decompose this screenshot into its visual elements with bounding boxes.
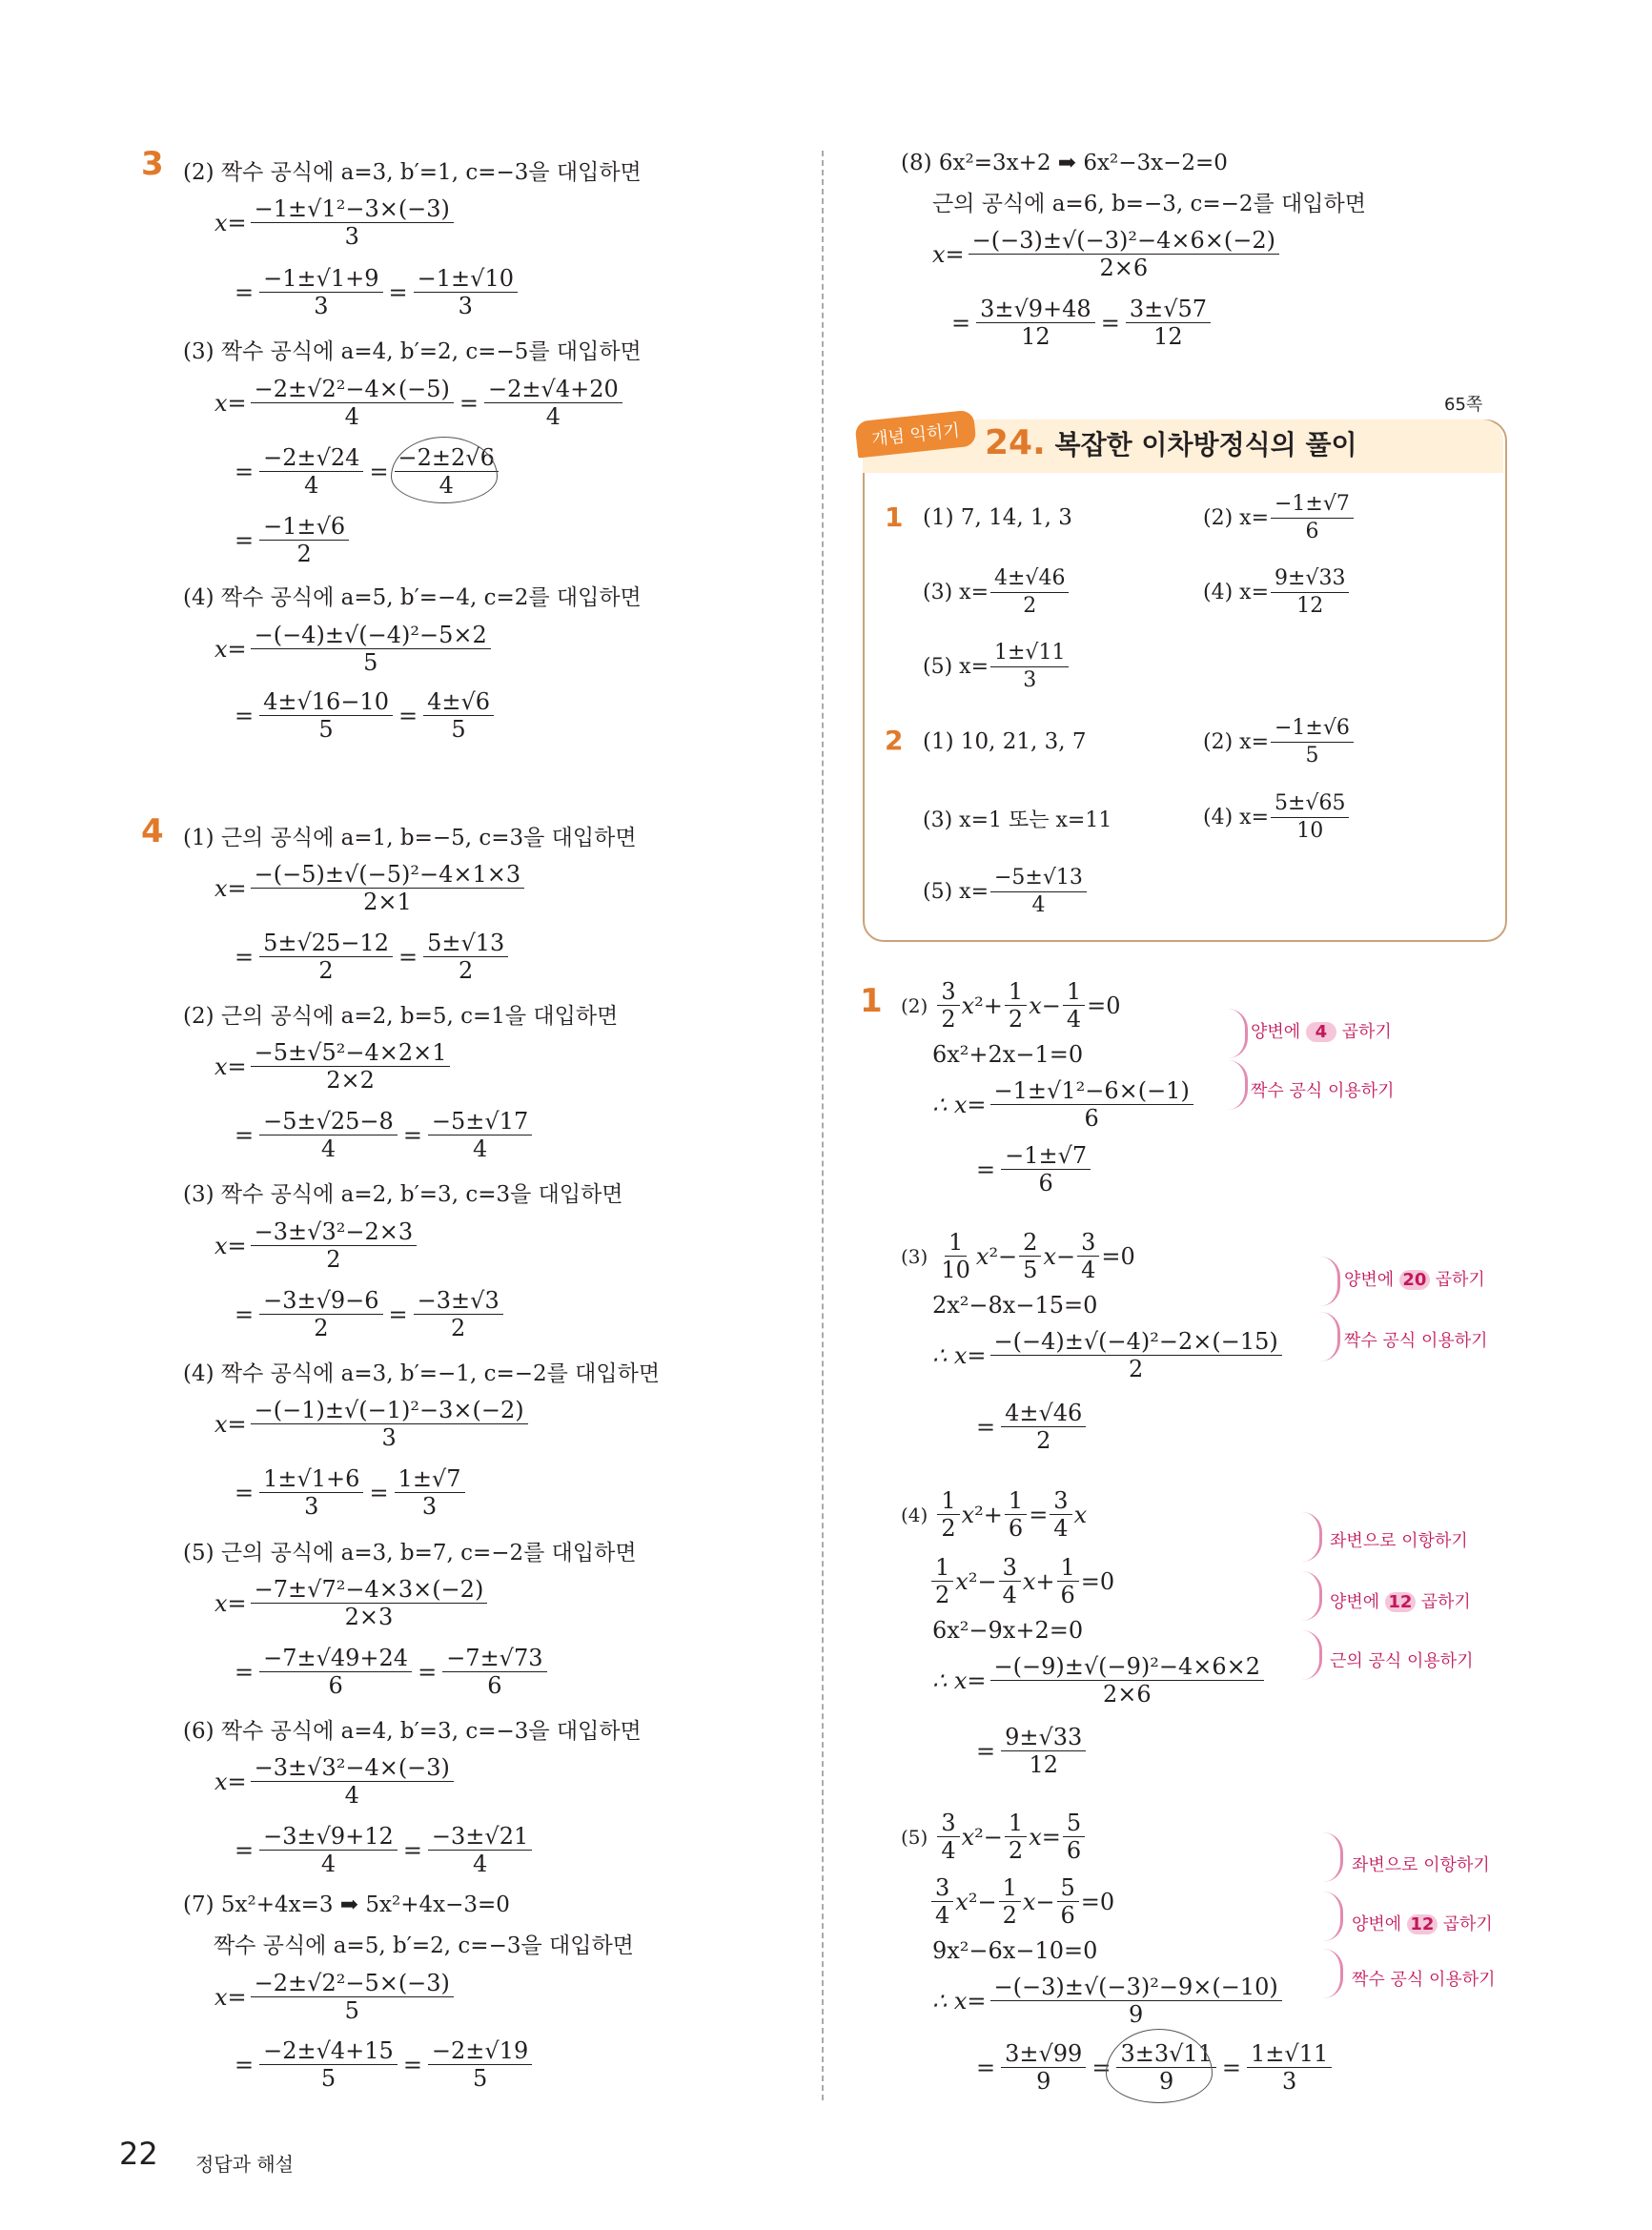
note-text: 양변에	[1344, 1270, 1395, 1290]
answer-2-item-4	[1203, 790, 1351, 845]
numerator: 1	[945, 1229, 967, 1257]
denominator: 4	[545, 403, 561, 430]
denominator: 4	[1031, 893, 1046, 917]
q4-part2-step1: x= $\frac{\text{−5±√5²−4×2×1}}{2\times 2}$	[214, 1039, 452, 1094]
note-text: 곱하기	[1341, 1022, 1392, 1042]
denominator: 10	[1296, 819, 1324, 843]
numerator: −2±2√6	[395, 444, 499, 472]
numerator: 3	[1050, 1487, 1071, 1515]
denominator: 2	[318, 957, 334, 984]
section-title-text: 복잡한 이차방정식의 풀이	[1054, 429, 1357, 460]
denominator: 5	[363, 649, 378, 676]
q3-part2-step1: x= $\frac{\text{−1±√1²−3×(−3)}}{3}$	[214, 195, 456, 250]
sol1-part5-note3: 짝수 공식 이용하기	[1352, 1970, 1496, 1990]
denominator: 12	[1029, 1751, 1058, 1778]
denominator: 6	[1008, 1515, 1024, 1542]
note-text: 양변에	[1330, 1592, 1380, 1612]
numerator: −2±√2²−5×(−3)	[251, 1970, 454, 1997]
q4-part7-label2: 짝수 공식에 a=5, b′=2, c=−3을 대입하면	[214, 1933, 634, 1958]
note-text: 곱하기	[1435, 1270, 1485, 1290]
numerator: −3±√9+12	[259, 1823, 398, 1851]
item-label: (4) x=	[1203, 581, 1269, 604]
sol1-part4-step2: = $\frac{9\pm√33}{12}$	[972, 1724, 1088, 1778]
denominator: 6	[1060, 1582, 1075, 1608]
answer-2-item-2	[1203, 715, 1356, 769]
denominator: 4	[1053, 1515, 1069, 1542]
item-label: (2) x=	[1203, 730, 1269, 754]
denominator: 5	[318, 716, 334, 743]
numerator: 5	[1057, 1874, 1079, 1902]
numerator: 5±√13	[423, 930, 508, 957]
denominator: 4	[1002, 1582, 1017, 1608]
q4-part3-label: (3) 짝수 공식에 a=2, b′=3, c=3을 대입하면	[183, 1182, 623, 1207]
denominator: 2×1	[363, 889, 412, 915]
denominator: 2	[314, 1315, 329, 1341]
denominator: 9	[1159, 2068, 1174, 2095]
q4-part8-label: (8) 6x²=3x+2 ➡ 6x²−3x−2=0	[901, 151, 1228, 175]
sol1-part3-note1	[1344, 1266, 1485, 1291]
denominator: 3	[381, 1424, 397, 1451]
sol1-part2-line2: 6x²+2x−1=0	[932, 1041, 1084, 1068]
step-arrow	[1302, 1630, 1322, 1680]
numerator: −(−4)±√(−4)²−2×(−15)	[990, 1328, 1282, 1356]
q4-part7-step2: = $\frac{-2\pm√4+15}{5}$ = $\frac{-2\pm√19}{5}$	[231, 2037, 534, 2092]
answer-2-item-1: (1) 10, 21, 3, 7	[923, 729, 1087, 754]
numerator: −1±√6	[259, 513, 349, 541]
sol1-part3-equation: (3) $\frac{1}{10}$ x ²− $\frac{2}{5}$ x − $\frac{3}{4}$ =0	[901, 1229, 1135, 1283]
q4-part8-step2: = $\frac{3\pm√9+48}{12}$ = $\frac{3\pm√57}{12}$	[948, 296, 1213, 350]
numerator: −5±√17	[428, 1108, 532, 1135]
numerator: −1±√1²−3×(−3)	[251, 195, 454, 223]
sol1-part2-note2: 짝수 공식 이용하기	[1251, 1081, 1395, 1101]
part-label: (2)	[901, 993, 928, 1017]
numerator: 1	[1005, 978, 1027, 1006]
numerator: −1±√1²−6×(−1)	[990, 1077, 1193, 1105]
note-highlight: 12	[1407, 1914, 1438, 1934]
denominator: 2×2	[326, 1067, 375, 1094]
numerator: −5±√13	[990, 865, 1087, 892]
question-4-number: 4	[141, 812, 164, 850]
q4-part1-step2: = $\frac{5\pm√25-12}{2}$ = $\frac{5\pm√13}{2}$	[231, 930, 510, 984]
denominator: 9	[1036, 2068, 1051, 2095]
answer-2-item-5	[923, 865, 1089, 919]
numerator: 3	[937, 1810, 959, 1837]
denominator: 6	[328, 1672, 343, 1699]
step-arrow	[1320, 1257, 1340, 1306]
answer-2-item-3: (3) x=1 또는 x=11	[923, 808, 1112, 832]
denominator: 10	[941, 1257, 970, 1283]
q3-part3-label: (3) 짝수 공식에 a=4, b′=2, c=−5를 대입하면	[183, 339, 642, 364]
denominator: 4	[1081, 1257, 1096, 1283]
denominator: 5	[344, 1997, 359, 2024]
numerator: 4±√16−10	[259, 688, 393, 716]
concept-badge: 개념 익히기	[854, 410, 976, 459]
numerator: −5±√5²−4×2×1	[251, 1039, 451, 1067]
denominator: 4	[472, 1851, 488, 1877]
sol1-part3-note2: 짝수 공식 이용하기	[1344, 1331, 1488, 1351]
sol1-part4-note3: 근의 공식 이용하기	[1330, 1651, 1474, 1671]
numerator: 4±√46	[990, 565, 1069, 593]
q4-part7-step1: x= $\frac{\text{−2±√2²−5×(−3)}}{5}$	[214, 1970, 456, 2024]
denominator: 2	[1008, 1006, 1024, 1033]
step-arrow	[1228, 1060, 1248, 1110]
q3-part2-step2: = $\frac{-1\pm√1+9}{3}$ = $\frac{-1\pm√10}{3}$	[231, 265, 520, 319]
numerator: 1±√11	[990, 640, 1069, 667]
note-text: 양변에	[1352, 1914, 1402, 1934]
denominator: 3	[314, 293, 329, 319]
numerator: −2±√24	[259, 444, 363, 472]
denominator: 3	[1023, 668, 1037, 692]
denominator: 2	[1023, 594, 1037, 618]
numerator: 5	[1063, 1810, 1085, 1837]
item-label: (2) x=	[1203, 506, 1269, 530]
answer-1-item-2	[1203, 491, 1356, 545]
q3-part3-step3: = $\frac{-1\pm√6}{2}$	[231, 513, 351, 567]
denominator: 2	[326, 1246, 341, 1273]
denominator: 5	[1305, 744, 1319, 767]
sol1-part3-step2: = $\frac{4\pm√46}{2}$	[972, 1400, 1088, 1454]
denominator: 2	[1008, 1837, 1024, 1864]
numerator: −3±√9−6	[259, 1287, 382, 1315]
answer-1-item-5	[923, 640, 1071, 694]
note-text: 양변에	[1251, 1022, 1301, 1042]
numerator: 3±3√11	[1116, 2040, 1215, 2068]
denominator: 4	[941, 1837, 956, 1864]
page-reference: 65쪽	[1444, 395, 1483, 415]
sol1-part2-note1	[1251, 1018, 1392, 1043]
q3-part3-step1: x= $\frac{\text{−2±√2²−4×(−5)}}{4}$ = $\frac{-2\pm√4+20}{4}$	[214, 376, 624, 430]
denominator: 12	[1153, 323, 1183, 350]
q3-part2-label: (2) 짝수 공식에 a=3, b′=1, c=−3을 대입하면	[183, 160, 642, 185]
denominator: 6	[1066, 1837, 1082, 1864]
denominator: 5	[451, 716, 466, 743]
step-arrow	[1323, 1949, 1343, 1998]
numerator: 5±√65	[1271, 790, 1349, 818]
part-label: (4)	[901, 1503, 928, 1526]
step-arrow	[1323, 1832, 1343, 1882]
numerator: 3	[999, 1554, 1021, 1582]
item-label: (3) x=	[923, 581, 989, 604]
q4-part5-step1: x= $\frac{\text{−7±√7²−4×3×(−2)}}{2\times 3}$	[214, 1576, 489, 1630]
numerator: 1±√1+6	[259, 1465, 363, 1493]
solution-1-number: 1	[860, 982, 883, 1020]
denominator: 2×3	[344, 1604, 394, 1630]
page-number: 22	[119, 2136, 158, 2172]
denominator: 4	[320, 1851, 337, 1877]
q4-part8-step1: x= $\frac{\text{−(−3)±√(−3)²−4×6×(−2)}}{2\times 6}$	[932, 227, 1281, 281]
denominator: 4	[935, 1902, 950, 1929]
denominator: 4	[344, 1782, 359, 1809]
numerator: 3	[1077, 1229, 1099, 1257]
q3-part4-step1: x= $\frac{\text{−(−4)±√(−4)²−5×2}}{5}$	[214, 622, 493, 676]
numerator: −1±√1+9	[259, 265, 382, 293]
q4-part3-step1: x= $\frac{\text{−3±√3²−2×3}}{2}$	[214, 1218, 418, 1273]
sol1-part5-note1: 좌변으로 이항하기	[1352, 1855, 1490, 1875]
sol1-part4-note2	[1330, 1588, 1471, 1613]
note-text: 곱하기	[1442, 1914, 1493, 1934]
numerator: 4±√46	[1001, 1400, 1086, 1427]
q4-part8-label2: 근의 공식에 a=6, b=−3, c=−2를 대입하면	[932, 192, 1366, 216]
q4-part1-step1: x= $\frac{\text{−(−5)±√(−5)²−4×1×3}}{2\times 1}$	[214, 861, 526, 915]
denominator: 12	[1021, 323, 1050, 350]
q3-part4-step2: = $\frac{4\pm√16-10}{5}$ = $\frac{4\pm√6}{5}$	[231, 688, 496, 743]
denominator: 6	[487, 1672, 502, 1699]
numerator: 2	[1019, 1229, 1041, 1257]
numerator: −3±√3	[414, 1287, 503, 1315]
q4-part5-step2: = $\frac{-7\pm√49+24}{6}$ = $\frac{-7\pm√73}{6}$	[231, 1645, 549, 1699]
numerator: 1	[1005, 1487, 1027, 1515]
denominator: 4	[438, 472, 454, 499]
q4-part1-label: (1) 근의 공식에 a=1, b=−5, c=3을 대입하면	[183, 826, 637, 850]
item-label: (5) x=	[923, 655, 989, 679]
step-arrow	[1320, 1312, 1340, 1361]
sol1-part3-line2: 2x²−8x−15=0	[932, 1292, 1098, 1319]
denominator: 4	[472, 1135, 488, 1162]
numerator: −(−1)±√(−1)²−3×(−2)	[251, 1397, 528, 1424]
answer-1-number: 1	[885, 501, 904, 533]
numerator: 1	[931, 1554, 953, 1582]
q4-part6-step1: x= $\frac{\text{−3±√3²−4×(−3)}}{4}$	[214, 1754, 456, 1809]
numerator: 3±√57	[1126, 296, 1211, 323]
sol1-part4-step1: ∴ x= $\frac{\text{−(−9)±√(−9)²−4×6×2}}{2\times 6}$	[932, 1653, 1266, 1708]
numerator: 1	[1063, 978, 1085, 1006]
denominator: 2	[941, 1515, 956, 1542]
numerator: 1±√7	[395, 1465, 465, 1493]
numerator: −2±√4+15	[259, 2037, 398, 2065]
numerator: 3±√9+48	[976, 296, 1095, 323]
denominator: 2	[935, 1582, 950, 1608]
denominator: 2	[296, 541, 312, 567]
denominator: 6	[1038, 1170, 1053, 1197]
denominator: 5	[1023, 1257, 1038, 1283]
numerator: −7±√7²−4×3×(−2)	[251, 1576, 488, 1604]
page-label: 정답과 해설	[195, 2153, 294, 2176]
step-arrow	[1302, 1512, 1322, 1562]
q4-part4-label: (4) 짝수 공식에 a=3, b′=−1, c=−2를 대입하면	[183, 1361, 661, 1386]
denominator: 6	[1060, 1902, 1075, 1929]
q4-part2-step2: = $\frac{-5\pm√25-8}{4}$ = $\frac{-5\pm√17}{4}$	[231, 1108, 534, 1162]
q4-part7-label: (7) 5x²+4x=3 ➡ 5x²+4x−3=0	[183, 1892, 510, 1917]
q3-part4-label: (4) 짝수 공식에 a=5, b′=−4, c=2를 대입하면	[183, 585, 642, 610]
denominator: 3	[304, 1493, 319, 1520]
q4-part2-label: (2) 근의 공식에 a=2, b=5, c=1을 대입하면	[183, 1004, 619, 1029]
numerator: 1	[1057, 1554, 1079, 1582]
numerator: −2±√2²−4×(−5)	[251, 376, 454, 403]
sol1-part2-step2: = $\frac{-1\pm√7}{6}$	[972, 1142, 1092, 1197]
sol1-part4-note1: 좌변으로 이항하기	[1330, 1531, 1468, 1551]
sol1-part2-equation: (2) $\frac{3}{2}$ x ²+ $\frac{1}{2}$ x − $\frac{1}{4}$ =0	[901, 978, 1121, 1033]
answer-2-number: 2	[885, 725, 904, 756]
sol1-part5-line2: $\frac{3}{4}$ x ²− $\frac{1}{2}$ x − $\frac{5}{6}$ =0	[929, 1874, 1114, 1929]
step-arrow	[1323, 1892, 1343, 1941]
denominator: 12	[1296, 594, 1324, 618]
denominator: 2×6	[1102, 1681, 1152, 1708]
sol1-part5-note2	[1352, 1911, 1493, 1935]
denominator: 4	[344, 403, 359, 430]
q4-part6-step2: = $\frac{-3\pm√9+12}{4}$ = $\frac{-3\pm√21}{4}$	[231, 1823, 534, 1877]
q4-part4-step1: x= $\frac{\text{−(−1)±√(−1)²−3×(−2)}}{3}$	[214, 1397, 530, 1451]
numerator: −(−4)±√(−4)²−5×2	[251, 622, 491, 649]
denominator: 2	[459, 957, 474, 984]
denominator: 3	[1282, 2068, 1297, 2095]
denominator: 2	[941, 1006, 956, 1033]
denominator: 5	[320, 2065, 337, 2092]
answer-1-item-3	[923, 565, 1071, 620]
sol1-part4-line2: $\frac{1}{2}$ x ²− $\frac{3}{4}$ x + $\frac{1}{6}$ =0	[929, 1554, 1114, 1608]
q4-part5-label: (5) 근의 공식에 a=3, b=7, c=−2를 대입하면	[183, 1541, 637, 1565]
numerator: −(−9)±√(−9)²−4×6×2	[990, 1653, 1264, 1681]
numerator: −1±√6	[1271, 715, 1354, 743]
numerator: −3±√21	[428, 1823, 532, 1851]
denominator: 2	[451, 1315, 466, 1341]
denominator: 6	[1084, 1105, 1099, 1132]
numerator: 9±√33	[1001, 1724, 1086, 1751]
denominator: 4	[304, 472, 319, 499]
denominator: 3	[421, 1493, 438, 1520]
numerator: 9±√33	[1271, 565, 1349, 593]
sol1-part3-step1: ∴ x= $\frac{\text{−(−4)±√(−4)²−2×(−15)}}{2}$	[932, 1328, 1284, 1382]
q4-part6-label: (6) 짝수 공식에 a=4, b′=3, c=−3을 대입하면	[183, 1719, 642, 1744]
numerator: 5±√25−12	[259, 930, 393, 957]
note-text: 곱하기	[1420, 1592, 1471, 1612]
numerator: −(−3)±√(−3)²−9×(−10)	[990, 1974, 1282, 2001]
denominator: 2	[1129, 1356, 1144, 1382]
numerator: 4±√6	[423, 688, 494, 716]
item-label: (4) x=	[1203, 806, 1269, 829]
denominator: 5	[472, 2065, 488, 2092]
numerator: −2±√4+20	[484, 376, 622, 403]
numerator: 3±√99	[1001, 2040, 1086, 2068]
denominator: 9	[1129, 2001, 1144, 2028]
answer-1-item-4	[1203, 565, 1351, 620]
numerator: −7±√73	[442, 1645, 546, 1672]
note-highlight: 20	[1399, 1270, 1430, 1290]
step-arrow	[1228, 1009, 1248, 1058]
part-label: (5)	[901, 1825, 928, 1849]
sol1-part5-line3: 9x²−6x−10=0	[932, 1937, 1098, 1964]
numerator: −(−5)±√(−5)²−4×1×3	[251, 861, 524, 889]
numerator: −2±√19	[428, 2037, 532, 2065]
sol1-part5-step2: = $\frac{3\pm√99}{9}$ = $\frac{3\pm 3√11}{9}$ = $\frac{1\pm√11}{3}$	[972, 2040, 1334, 2095]
numerator: −3±√3²−2×3	[251, 1218, 417, 1246]
section-number: 24.	[985, 423, 1046, 462]
question-3-number: 3	[141, 145, 164, 183]
sol1-part4-equation: (4) $\frac{1}{2}$ x ²+ $\frac{1}{6}$ = $\frac{3}{4}$ x	[901, 1487, 1088, 1542]
numerator: −1±√7	[1271, 491, 1354, 519]
denominator: 2	[1036, 1427, 1051, 1454]
numerator: 1	[999, 1874, 1021, 1902]
numerator: 1	[937, 1487, 959, 1515]
sol1-part5-equation: (5) $\frac{3}{4}$ x ²− $\frac{1}{2}$ x = $\frac{5}{6}$	[901, 1810, 1087, 1864]
numerator: −7±√49+24	[259, 1645, 412, 1672]
numerator: 3	[937, 978, 959, 1006]
denominator: 3	[344, 223, 359, 250]
denominator: 4	[1066, 1006, 1082, 1033]
sol1-part4-line3: 6x²−9x+2=0	[932, 1617, 1084, 1644]
sol1-part2-step1: ∴ x= $\frac{\text{−1±√1²−6×(−1)}}{6}$	[932, 1077, 1195, 1132]
item-label: (5) x=	[923, 880, 989, 904]
section-title	[985, 423, 1357, 462]
numerator: 1	[1005, 1810, 1027, 1837]
numerator: −(−3)±√(−3)²−4×6×(−2)	[969, 227, 1279, 255]
q4-part3-step2: = $\frac{-3\pm√9-6}{2}$ = $\frac{-3\pm√3}{2}$	[231, 1287, 505, 1341]
column-divider	[822, 151, 824, 2100]
q3-part3-step2: = $\frac{-2\pm√24}{4}$ = $\frac{-2\pm 2√6}{4}$	[231, 444, 500, 499]
part-label: (3)	[901, 1244, 928, 1268]
step-arrow	[1302, 1571, 1322, 1621]
q4-part4-step2: = $\frac{1\pm√1+6}{3}$ = $\frac{1\pm√7}{3}$	[231, 1465, 467, 1520]
denominator: 2×6	[1099, 255, 1149, 281]
numerator: −5±√25−8	[259, 1108, 398, 1135]
answer-1-item-1: (1) 7, 14, 1, 3	[923, 505, 1072, 530]
numerator: 3	[931, 1874, 953, 1902]
numerator: −1±√7	[1001, 1142, 1091, 1170]
numerator: −3±√3²−4×(−3)	[251, 1754, 454, 1782]
note-highlight: 12	[1385, 1592, 1416, 1612]
numerator: −1±√10	[414, 265, 518, 293]
denominator: 4	[320, 1135, 337, 1162]
denominator: 6	[1305, 520, 1319, 543]
sol1-part5-step1: ∴ x= $\frac{\text{−(−3)±√(−3)²−9×(−10)}}{9}$	[932, 1974, 1284, 2028]
numerator: 1±√11	[1247, 2040, 1332, 2068]
denominator: 3	[458, 293, 473, 319]
note-highlight: 4	[1306, 1022, 1336, 1042]
denominator: 2	[1002, 1902, 1017, 1929]
